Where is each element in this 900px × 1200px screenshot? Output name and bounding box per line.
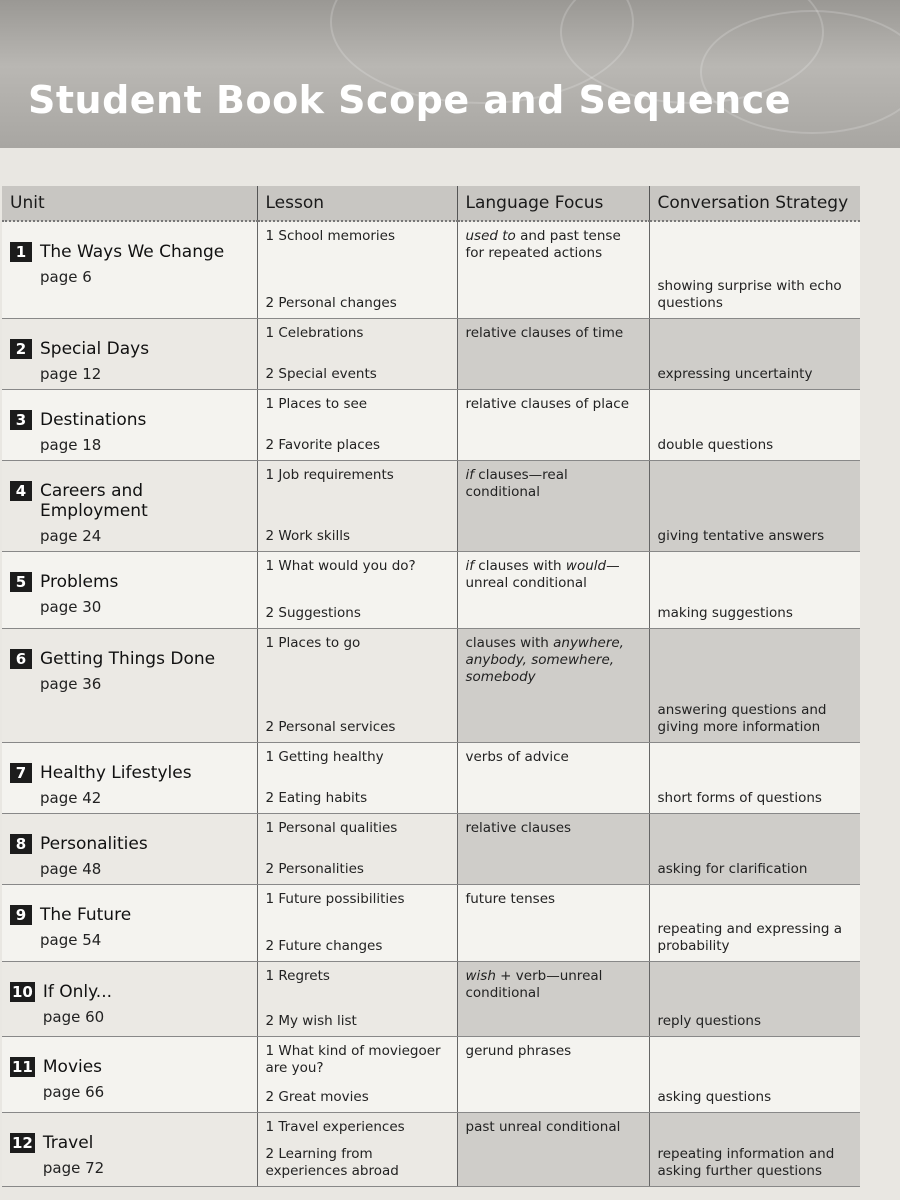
unit-page: page 60 (42, 1007, 105, 1026)
unit-cell (2, 742, 257, 813)
header-unit: Unit (2, 186, 257, 221)
lesson-1: 1 Celebrations (265, 324, 364, 341)
conversation-strategy: asking for clarification (657, 860, 808, 877)
scope-sequence-table (2, 186, 862, 1179)
unit-heading (10, 635, 249, 693)
table-row (2, 551, 860, 628)
strategy-cell (649, 460, 860, 551)
focus-emphasis: used to (465, 228, 516, 244)
focus-text: clauses—real conditional (465, 466, 568, 500)
table-header-row (2, 186, 860, 221)
focus-text: future tenses (465, 890, 556, 907)
language-focus-cell (457, 1036, 649, 1112)
unit-name: Problems (40, 571, 119, 592)
language-focus-cell (457, 551, 649, 628)
unit-page: page 36 (40, 674, 102, 693)
unit-name: Personalities (40, 833, 148, 854)
focus-text: —unreal conditional (465, 557, 620, 591)
language-focus-cell (457, 742, 649, 813)
table-row (2, 318, 860, 389)
lesson-cell (257, 389, 457, 460)
lesson-cell (257, 221, 457, 318)
lesson-2: 2 Personalities (265, 860, 364, 877)
lesson-2: 2 Suggestions (265, 604, 361, 621)
unit-number-badge: 10 (12, 982, 33, 1001)
unit-heading (10, 968, 249, 1026)
language-focus-cell (457, 628, 649, 742)
focus-text: clauses with (474, 557, 566, 574)
strategy-cell (649, 389, 860, 460)
strategy-cell (649, 1036, 860, 1112)
unit-name: The Future (40, 904, 132, 925)
table-row (2, 961, 860, 1036)
table-row (2, 742, 860, 813)
language-focus-cell (457, 961, 649, 1036)
focus-text: relative clauses (465, 819, 572, 836)
lesson-cell (257, 742, 457, 813)
unit-number-badge: 11 (12, 1057, 33, 1076)
unit-cell (2, 884, 257, 961)
language-focus-cell (457, 884, 649, 961)
unit-number-badge: 6 (10, 649, 32, 669)
lesson-1: 1 Places to see (265, 395, 368, 412)
unit-page: page 12 (40, 364, 102, 383)
focus-text: relative clauses of time (465, 324, 624, 341)
unit-heading (10, 1043, 249, 1101)
lesson-1: 1 Getting healthy (265, 748, 384, 765)
lesson-cell (257, 1112, 457, 1186)
focus-text: past unreal conditional (465, 1118, 621, 1135)
lesson-1: 1 Future possibilities (265, 890, 405, 907)
unit-name: Movies (42, 1056, 103, 1077)
strategy-cell (649, 551, 860, 628)
lesson-2: 2 Personal services (265, 718, 396, 735)
table-row (2, 221, 860, 318)
unit-page: page 54 (40, 930, 102, 949)
unit-heading (10, 467, 249, 545)
unit-cell (2, 221, 257, 318)
unit-number-badge: 5 (10, 572, 32, 592)
focus-emphasis: anywhere, anybody, somewhere, somebody (465, 634, 624, 685)
table-row (2, 628, 860, 742)
unit-page: page 6 (40, 268, 92, 286)
lesson-2: 2 Personal changes (265, 294, 397, 311)
unit-cell (2, 628, 257, 742)
conversation-strategy: expressing uncertainty (657, 365, 813, 382)
unit-heading (10, 558, 249, 616)
conversation-strategy: repeating and expressing a probability (657, 920, 843, 954)
unit-heading (10, 891, 249, 949)
lesson-cell (257, 884, 457, 961)
unit-number-badge: 12 (12, 1133, 33, 1152)
table-row (2, 460, 860, 551)
table-row (2, 884, 860, 961)
unit-cell (2, 1036, 257, 1112)
conversation-strategy: asking questions (657, 1088, 772, 1105)
unit-name: If Only... (42, 981, 113, 1002)
strategy-cell (649, 961, 860, 1036)
table-row (2, 1112, 860, 1186)
lesson-1: 1 What would you do? (265, 557, 416, 574)
unit-page: page 72 (42, 1158, 105, 1177)
lesson-2: 2 Learning from experiences abroad (265, 1145, 399, 1179)
unit-cell (2, 460, 257, 551)
language-focus-cell (457, 318, 649, 389)
header-language-focus: Language Focus (457, 186, 649, 221)
page-title: Student Book Scope and Sequence (28, 78, 792, 122)
conversation-strategy: reply questions (657, 1012, 762, 1029)
unit-cell (2, 551, 257, 628)
focus-emphasis: if (465, 466, 475, 483)
table-row (2, 1036, 860, 1112)
focus-text: verbs of advice (465, 748, 569, 765)
lesson-cell (257, 628, 457, 742)
language-focus-cell (457, 1112, 649, 1186)
lesson-cell (257, 813, 457, 884)
unit-heading (10, 325, 249, 383)
lesson-1: 1 Job requirements (265, 466, 394, 483)
unit-page: page 42 (40, 788, 102, 807)
unit-cell (2, 1112, 257, 1186)
lesson-2: 2 Future changes (265, 937, 383, 954)
unit-page: page 30 (40, 597, 102, 616)
unit-heading (10, 820, 249, 878)
unit-number-badge: 9 (10, 905, 32, 925)
lesson-2: 2 Work skills (265, 527, 350, 544)
unit-name: Destinations (40, 409, 147, 430)
strategy-cell (649, 318, 860, 389)
unit-name: Careers and Employment (40, 480, 148, 521)
unit-name: Special Days (40, 338, 150, 359)
lesson-2: 2 Favorite places (265, 436, 380, 453)
unit-number-badge: 1 (10, 242, 32, 262)
strategy-cell (649, 742, 860, 813)
unit-cell (2, 813, 257, 884)
lesson-2: 2 My wish list (265, 1012, 357, 1029)
conversation-strategy: answering questions and giving more information (657, 701, 827, 735)
unit-number-badge: 4 (10, 481, 32, 501)
lesson-2: 2 Great movies (265, 1088, 369, 1105)
table-row (2, 389, 860, 460)
conversation-strategy: showing surprise with echo questions (657, 277, 842, 311)
conversation-strategy: repeating information and asking further questions (657, 1145, 835, 1179)
lesson-cell (257, 460, 457, 551)
unit-name: Getting Things Done (40, 648, 216, 669)
lesson-2: 2 Eating habits (265, 789, 368, 806)
conversation-strategy: giving tentative answers (657, 527, 825, 544)
lesson-2: 2 Special events (265, 365, 377, 382)
unit-page: page 24 (40, 526, 102, 545)
lesson-1: 1 What kind of moviegoer are you? (265, 1042, 441, 1076)
unit-heading (10, 749, 249, 807)
lesson-cell (257, 318, 457, 389)
language-focus-cell (457, 389, 649, 460)
focus-text: relative clauses of place (465, 395, 630, 412)
strategy-cell (649, 813, 860, 884)
conversation-strategy: double questions (657, 436, 774, 453)
unit-page: page 66 (42, 1082, 105, 1101)
unit-heading (10, 1119, 249, 1177)
lesson-1: 1 School memories (265, 228, 395, 244)
strategy-cell (649, 1112, 860, 1186)
focus-emphasis: wish (465, 967, 496, 984)
language-focus-cell (457, 813, 649, 884)
focus-text: and past tense for repeated actions (465, 228, 621, 261)
lesson-cell (257, 1036, 457, 1112)
strategy-cell (649, 221, 860, 318)
unit-heading (10, 396, 249, 454)
unit-page: page 18 (40, 435, 102, 454)
unit-name: The Ways We Change (40, 242, 225, 262)
unit-cell (2, 318, 257, 389)
unit-number-badge: 2 (10, 339, 32, 359)
unit-number-badge: 3 (10, 410, 32, 430)
language-focus-cell (457, 460, 649, 551)
lesson-1: 1 Personal qualities (265, 819, 398, 836)
unit-heading (10, 228, 249, 286)
lesson-1: 1 Travel experiences (265, 1118, 405, 1135)
focus-text: clauses with (465, 634, 554, 651)
unit-name: Healthy Lifestyles (40, 762, 192, 783)
header-conversation-strategy: Conversation Strategy (649, 186, 860, 221)
focus-emphasis: if (465, 557, 475, 574)
focus-text: gerund phrases (465, 1042, 572, 1059)
unit-cell (2, 389, 257, 460)
lesson-1: 1 Regrets (265, 967, 330, 984)
lesson-1: 1 Places to go (265, 634, 361, 651)
strategy-cell (649, 884, 860, 961)
lesson-cell (257, 551, 457, 628)
strategy-cell (649, 628, 860, 742)
table-row (2, 813, 860, 884)
lesson-cell (257, 961, 457, 1036)
focus-emphasis: would (565, 557, 607, 574)
focus-text: + verb—unreal conditional (465, 967, 603, 1001)
unit-page: page 48 (40, 859, 102, 878)
unit-number-badge: 7 (10, 763, 32, 783)
unit-cell (2, 961, 257, 1036)
unit-number-badge: 8 (10, 834, 32, 854)
conversation-strategy: making suggestions (657, 604, 793, 621)
language-focus-cell (457, 221, 649, 318)
title-banner (0, 0, 900, 148)
conversation-strategy: short forms of questions (657, 789, 822, 806)
unit-name: Travel (42, 1132, 94, 1153)
header-lesson: Lesson (257, 186, 457, 221)
